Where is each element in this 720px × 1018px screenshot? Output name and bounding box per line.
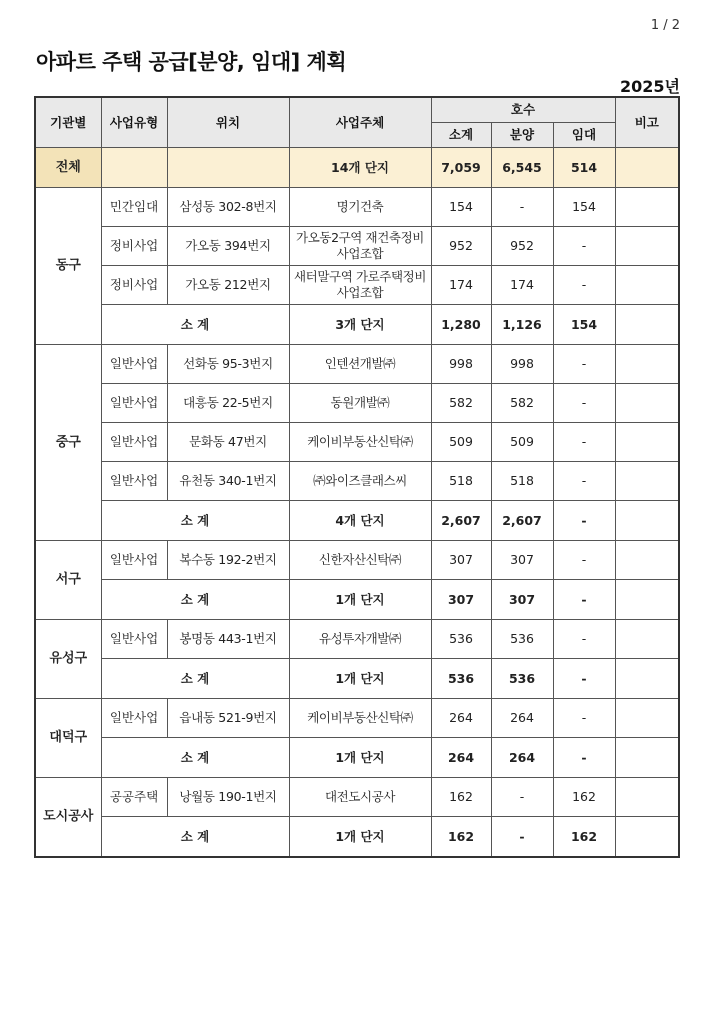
location-cell: 낭월동 190-1번지 bbox=[167, 778, 289, 817]
rent-cell: - bbox=[553, 266, 615, 305]
year-label: 2025년 bbox=[620, 77, 680, 96]
type-cell: 일반사업 bbox=[101, 462, 167, 501]
sale-cell: 174 bbox=[491, 266, 553, 305]
subtotal-cell: 264 bbox=[431, 699, 491, 738]
header-sale: 분양 bbox=[491, 123, 553, 148]
agency-cell: 대덕구 bbox=[35, 699, 101, 778]
subtotal-cell: 154 bbox=[431, 188, 491, 227]
type-cell: 일반사업 bbox=[101, 423, 167, 462]
sale-cell: 509 bbox=[491, 423, 553, 462]
remark-cell bbox=[615, 266, 679, 305]
type-cell: 공공주택 bbox=[101, 778, 167, 817]
table-row bbox=[35, 266, 679, 305]
total-subtotal: 7,059 bbox=[431, 148, 491, 188]
page-number: 1 / 2 bbox=[650, 18, 680, 33]
sale-cell: 264 bbox=[491, 699, 553, 738]
table-row bbox=[35, 423, 679, 462]
subtotal-cell: 509 bbox=[431, 423, 491, 462]
remark-cell bbox=[615, 620, 679, 659]
subtotal-sale: - bbox=[491, 817, 553, 858]
subtotal-units: 264 bbox=[431, 738, 491, 778]
location-cell: 복수동 192-2번지 bbox=[167, 541, 289, 580]
agency-cell: 유성구 bbox=[35, 620, 101, 699]
subtotal-remark bbox=[615, 580, 679, 620]
total-remark bbox=[615, 148, 679, 188]
subtotal-rent: - bbox=[553, 501, 615, 541]
table-row bbox=[35, 541, 679, 580]
subtotal-label: 소 계 bbox=[101, 817, 289, 858]
remark-cell bbox=[615, 188, 679, 227]
subtotal-rent: - bbox=[553, 580, 615, 620]
subtotal-cell: 307 bbox=[431, 541, 491, 580]
remark-cell bbox=[615, 227, 679, 266]
subtotal-row bbox=[35, 305, 679, 345]
subtotal-row bbox=[35, 817, 679, 858]
location-cell: 유천동 340-1번지 bbox=[167, 462, 289, 501]
subtotal-units: 307 bbox=[431, 580, 491, 620]
subtotal-cell: 518 bbox=[431, 462, 491, 501]
remark-cell bbox=[615, 384, 679, 423]
location-cell: 읍내동 521-9번지 bbox=[167, 699, 289, 738]
sale-cell: 582 bbox=[491, 384, 553, 423]
developer-cell: ㈜와이즈클래스씨 bbox=[289, 462, 431, 501]
developer-cell: 대전도시공사 bbox=[289, 778, 431, 817]
location-cell: 봉명동 443-1번지 bbox=[167, 620, 289, 659]
subtotal-label: 소 계 bbox=[101, 501, 289, 541]
rent-cell: - bbox=[553, 620, 615, 659]
agency-cell: 서구 bbox=[35, 541, 101, 620]
sale-cell: - bbox=[491, 778, 553, 817]
subtotal-remark bbox=[615, 305, 679, 345]
header-rent: 임대 bbox=[553, 123, 615, 148]
table-row bbox=[35, 188, 679, 227]
subtotal-rent: 154 bbox=[553, 305, 615, 345]
subtotal-cell: 952 bbox=[431, 227, 491, 266]
sale-cell: 307 bbox=[491, 541, 553, 580]
subtotal-cell: 998 bbox=[431, 345, 491, 384]
agency-cell: 중구 bbox=[35, 345, 101, 541]
subtotal-sale: 2,607 bbox=[491, 501, 553, 541]
sale-cell: 952 bbox=[491, 227, 553, 266]
developer-cell: 가오동2구역 재건축정비사업조합 bbox=[289, 227, 431, 266]
total-rent: 514 bbox=[553, 148, 615, 188]
remark-cell bbox=[615, 423, 679, 462]
subtotal-rent: 162 bbox=[553, 817, 615, 858]
subtotal-units: 1,280 bbox=[431, 305, 491, 345]
header-type: 사업유형 bbox=[101, 97, 167, 148]
subtotal-row bbox=[35, 738, 679, 778]
agency-cell: 동구 bbox=[35, 188, 101, 345]
developer-cell: 유성투자개발㈜ bbox=[289, 620, 431, 659]
subtotal-units: 536 bbox=[431, 659, 491, 699]
subtotal-sale: 536 bbox=[491, 659, 553, 699]
subtotal-label: 소 계 bbox=[101, 305, 289, 345]
subtotal-complexes: 1개 단지 bbox=[289, 659, 431, 699]
document-title: 아파트 주택 공급[분양, 임대] 계획 bbox=[36, 50, 347, 74]
type-cell: 일반사업 bbox=[101, 345, 167, 384]
type-cell: 일반사업 bbox=[101, 620, 167, 659]
subtotal-row bbox=[35, 580, 679, 620]
subtotal-remark bbox=[615, 738, 679, 778]
subtotal-sale: 307 bbox=[491, 580, 553, 620]
table-row bbox=[35, 620, 679, 659]
subtotal-complexes: 1개 단지 bbox=[289, 580, 431, 620]
rent-cell: - bbox=[553, 462, 615, 501]
type-cell: 일반사업 bbox=[101, 384, 167, 423]
type-cell: 정비사업 bbox=[101, 227, 167, 266]
subtotal-rent: - bbox=[553, 659, 615, 699]
developer-cell: 신한자산신탁㈜ bbox=[289, 541, 431, 580]
subtotal-complexes: 4개 단지 bbox=[289, 501, 431, 541]
developer-cell: 케이비부동산신탁㈜ bbox=[289, 423, 431, 462]
subtotal-label: 소 계 bbox=[101, 580, 289, 620]
total-sale: 6,545 bbox=[491, 148, 553, 188]
subtotal-units: 162 bbox=[431, 817, 491, 858]
subtotal-row bbox=[35, 659, 679, 699]
remark-cell bbox=[615, 541, 679, 580]
rent-cell: 154 bbox=[553, 188, 615, 227]
subtotal-cell: 536 bbox=[431, 620, 491, 659]
rent-cell: - bbox=[553, 227, 615, 266]
total-row bbox=[35, 148, 679, 188]
rent-cell: - bbox=[553, 541, 615, 580]
type-cell: 일반사업 bbox=[101, 699, 167, 738]
sale-cell: - bbox=[491, 188, 553, 227]
table-row bbox=[35, 345, 679, 384]
total-complexes: 14개 단지 bbox=[289, 148, 431, 188]
location-cell: 삼성동 302-8번지 bbox=[167, 188, 289, 227]
remark-cell bbox=[615, 345, 679, 384]
agency-cell: 도시공사 bbox=[35, 778, 101, 858]
rent-cell: - bbox=[553, 423, 615, 462]
subtotal-units: 2,607 bbox=[431, 501, 491, 541]
sale-cell: 536 bbox=[491, 620, 553, 659]
type-cell: 정비사업 bbox=[101, 266, 167, 305]
header-location: 위치 bbox=[167, 97, 289, 148]
subtotal-row bbox=[35, 501, 679, 541]
total-location bbox=[167, 148, 289, 188]
subtotal-complexes: 1개 단지 bbox=[289, 738, 431, 778]
header-remark: 비고 bbox=[615, 97, 679, 148]
subtotal-cell: 162 bbox=[431, 778, 491, 817]
header-developer: 사업주체 bbox=[289, 97, 431, 148]
developer-cell: 인텐션개발㈜ bbox=[289, 345, 431, 384]
rent-cell: - bbox=[553, 345, 615, 384]
location-cell: 대흥동 22-5번지 bbox=[167, 384, 289, 423]
sale-cell: 998 bbox=[491, 345, 553, 384]
location-cell: 가오동 394번지 bbox=[167, 227, 289, 266]
total-type bbox=[101, 148, 167, 188]
location-cell: 문화동 47번지 bbox=[167, 423, 289, 462]
sale-cell: 518 bbox=[491, 462, 553, 501]
header-subtotal: 소계 bbox=[431, 123, 491, 148]
subtotal-sale: 264 bbox=[491, 738, 553, 778]
table-row bbox=[35, 462, 679, 501]
subtotal-rent: - bbox=[553, 738, 615, 778]
header-agency: 기관별 bbox=[35, 97, 101, 148]
subtotal-cell: 582 bbox=[431, 384, 491, 423]
table-row bbox=[35, 778, 679, 817]
table-row bbox=[35, 227, 679, 266]
developer-cell: 동원개발㈜ bbox=[289, 384, 431, 423]
location-cell: 가오동 212번지 bbox=[167, 266, 289, 305]
type-cell: 일반사업 bbox=[101, 541, 167, 580]
developer-cell: 명기건축 bbox=[289, 188, 431, 227]
subtotal-complexes: 1개 단지 bbox=[289, 817, 431, 858]
subtotal-remark bbox=[615, 817, 679, 858]
rent-cell: - bbox=[553, 384, 615, 423]
supply-plan-table bbox=[34, 96, 680, 858]
subtotal-complexes: 3개 단지 bbox=[289, 305, 431, 345]
total-label: 전체 bbox=[35, 148, 101, 188]
subtotal-sale: 1,126 bbox=[491, 305, 553, 345]
table-row bbox=[35, 699, 679, 738]
remark-cell bbox=[615, 462, 679, 501]
subtotal-remark bbox=[615, 501, 679, 541]
remark-cell bbox=[615, 778, 679, 817]
developer-cell: 케이비부동산신탁㈜ bbox=[289, 699, 431, 738]
table-row bbox=[35, 384, 679, 423]
subtotal-label: 소 계 bbox=[101, 659, 289, 699]
subtotal-cell: 174 bbox=[431, 266, 491, 305]
subtotal-label: 소 계 bbox=[101, 738, 289, 778]
subtotal-remark bbox=[615, 659, 679, 699]
header-units: 호수 bbox=[431, 97, 615, 123]
type-cell: 민간임대 bbox=[101, 188, 167, 227]
developer-cell: 새터말구역 가로주택정비사업조합 bbox=[289, 266, 431, 305]
remark-cell bbox=[615, 699, 679, 738]
location-cell: 선화동 95-3번지 bbox=[167, 345, 289, 384]
rent-cell: - bbox=[553, 699, 615, 738]
rent-cell: 162 bbox=[553, 778, 615, 817]
